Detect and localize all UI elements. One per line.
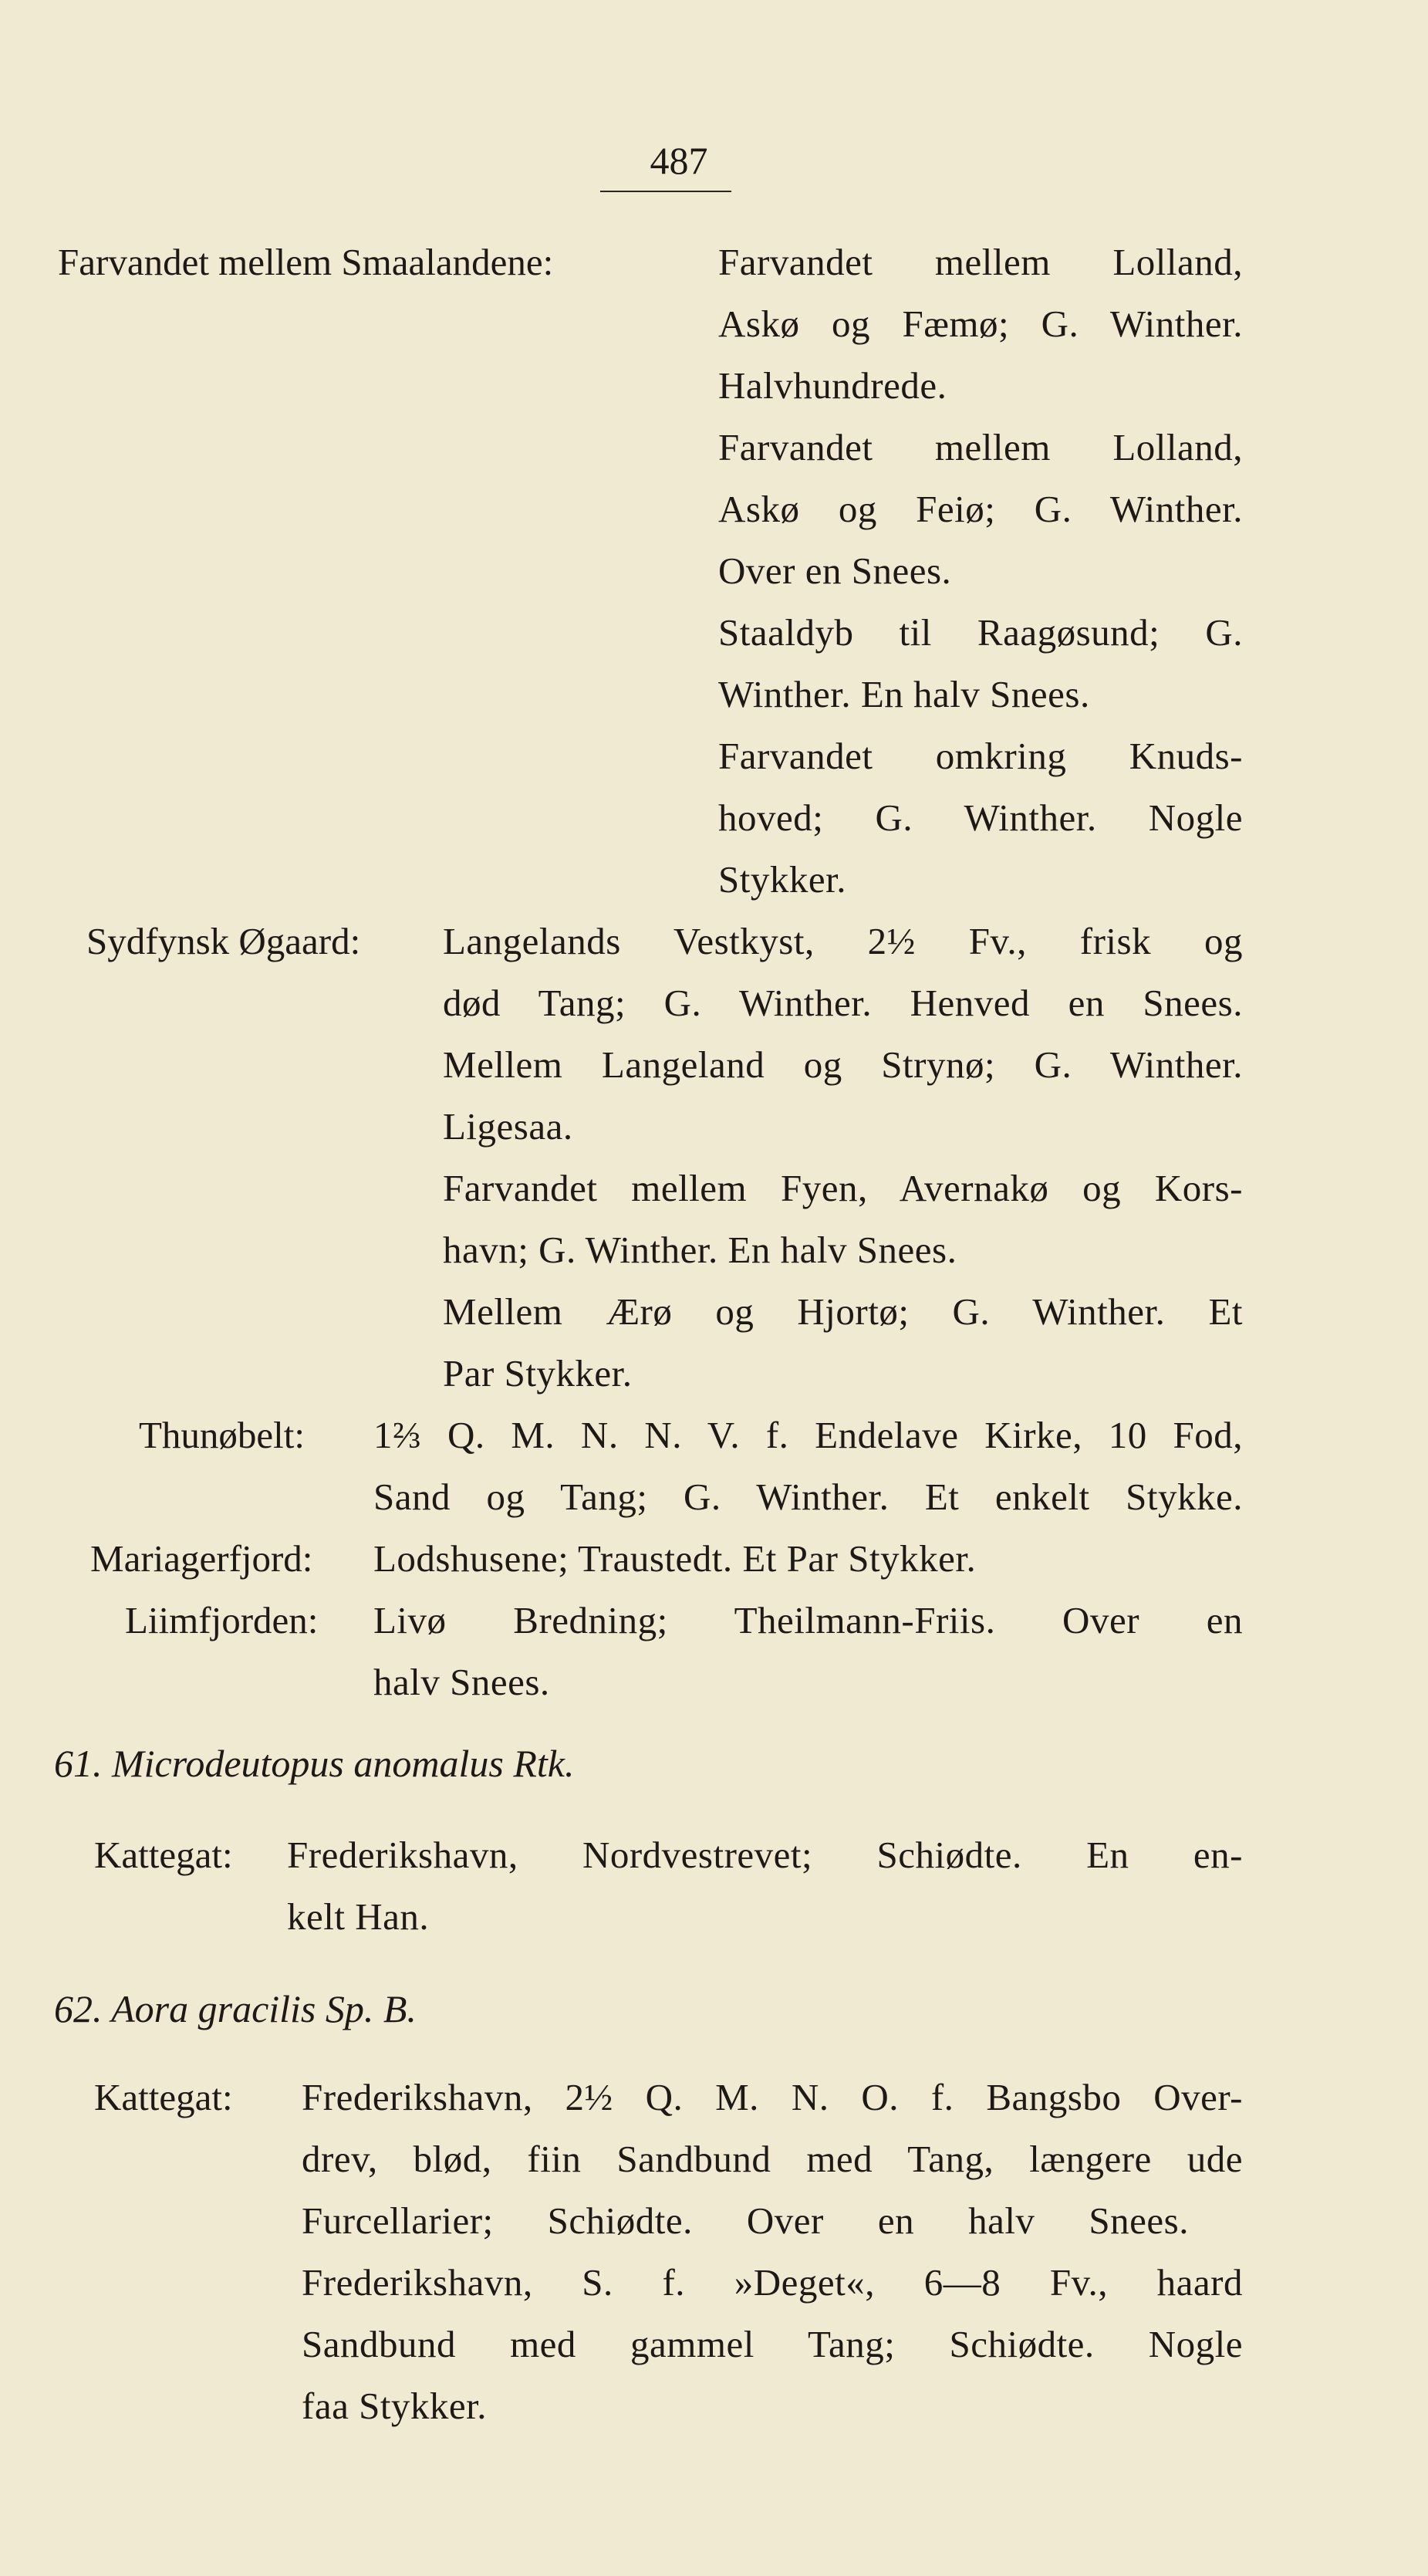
locality-label-smaalandene: Farvandet mellem Smaalandene: <box>58 241 554 283</box>
entry-line: Livø Bredning; Theilmann-Friis. Over en <box>373 1599 1243 1641</box>
entry-line: Frederikshavn, Nordvestrevet; Schiødte. En en- <box>287 1834 1243 1876</box>
entry-line: Frederikshavn, 2½ Q. M. N. O. f. Bangsbo Over- <box>302 2076 1243 2118</box>
entry-line: Askø og Feiø; G. Winther. <box>718 488 1243 530</box>
locality-label-sydfynsk: Sydfynsk Øgaard: <box>86 920 361 962</box>
entry-line: Par Stykker. <box>443 1352 633 1394</box>
locality-label-liimfjorden: Liimfjorden: <box>125 1599 319 1641</box>
species-heading-61 <box>54 1738 574 1789</box>
entry-line: Langelands Vestkyst, 2½ Fv., frisk og <box>443 920 1243 962</box>
species-number: 61. <box>54 1742 103 1785</box>
species-heading-62 <box>54 1983 417 2034</box>
entry-line: Halvhundrede. <box>718 364 947 407</box>
locality-label-kattegat: Kattegat: <box>94 2076 233 2118</box>
entry-line: havn; G. Winther. En halv Snees. <box>443 1229 957 1271</box>
species-name: Microdeutopus anomalus Rtk. <box>112 1742 575 1785</box>
entry-line: Sand og Tang; G. Winther. Et enkelt Stykke. <box>373 1476 1243 1518</box>
species-number: 62. <box>54 1987 103 2030</box>
locality-label-kattegat: Kattegat: <box>94 1834 233 1876</box>
page-number: 487 <box>650 139 708 182</box>
entry-line: Furcellarier; Schiødte. Over en halv Snees. <box>302 2199 1189 2242</box>
entry-line: Stykker. <box>718 858 846 901</box>
entry-line: faa Stykker. <box>302 2385 488 2427</box>
entry-line: Mellem Langeland og Strynø; G. Winther. <box>443 1043 1243 1086</box>
entry-line: drev, blød, fiin Sandbund med Tang, længere ude <box>302 2138 1243 2180</box>
entry-line: Askø og Fæmø; G. Winther. <box>718 303 1243 345</box>
species-name: Aora gracilis Sp. B. <box>111 1987 417 2030</box>
entry-line: Winther. En halv Snees. <box>718 673 1090 715</box>
entry-line: Over en Snees. <box>718 549 952 592</box>
entry-line: Frederikshavn, S. f. »Deget«, 6—8 Fv., haard <box>302 2261 1243 2304</box>
entry-line: Farvandet mellem Lolland, <box>718 241 1243 283</box>
entry-line: Sandbund med gammel Tang; Schiødte. Nogle <box>302 2323 1243 2365</box>
locality-label-thunobelt: Thunøbelt: <box>139 1414 306 1456</box>
entry-line: 1⅔ Q. M. N. N. V. f. Endelave Kirke, 10 Fod, <box>373 1414 1243 1456</box>
entry-line: kelt Han. <box>287 1895 430 1938</box>
entry-line: Lodshusene; Traustedt. Et Par Stykker. <box>373 1537 977 1580</box>
entry-line: død Tang; G. Winther. Henved en Snees. <box>443 982 1243 1024</box>
entry-line: Farvandet mellem Lolland, <box>718 426 1243 468</box>
entry-line: hoved; G. Winther. Nogle <box>718 796 1243 839</box>
entry-line: Farvandet mellem Fyen, Avernakø og Kors- <box>443 1167 1243 1209</box>
entry-line: Farvandet omkring Knuds- <box>718 735 1243 777</box>
entry-line: Mellem Ærø og Hjortø; G. Winther. Et <box>443 1290 1243 1333</box>
entry-line: Ligesaa. <box>443 1105 573 1148</box>
entry-line: halv Snees. <box>373 1661 550 1703</box>
entry-line: Staaldyb til Raagøsund; G. <box>718 611 1243 654</box>
page-number-rule <box>600 191 731 192</box>
locality-label-mariagerfjord: Mariagerfjord: <box>90 1537 313 1580</box>
